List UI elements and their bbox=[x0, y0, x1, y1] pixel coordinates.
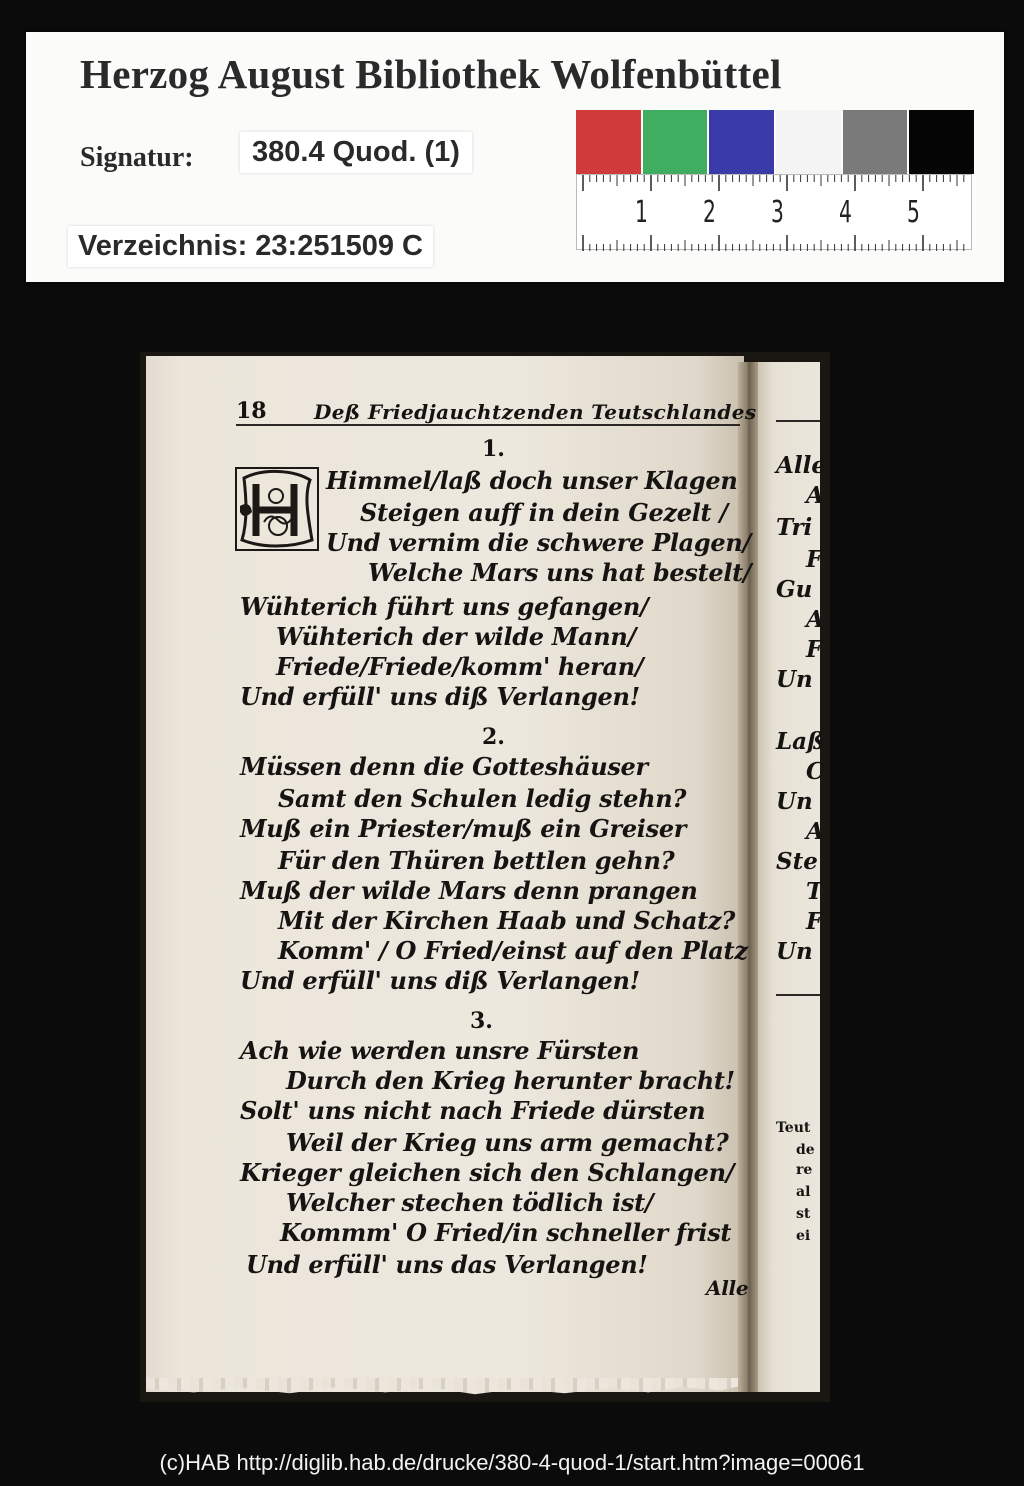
verse-line: Friede/Friede/komm' heran/ bbox=[276, 652, 644, 681]
verse-line: Steigen auff in dein Gezelt / bbox=[360, 498, 728, 527]
verse-line: Kommm' O Fried/in schneller frist bbox=[280, 1218, 732, 1247]
facing-note-fragment: al bbox=[796, 1184, 811, 1200]
running-head-rule bbox=[236, 424, 740, 426]
facing-fragment: Gu bbox=[776, 576, 813, 603]
verse-line: Und erfüll' uns diß Verlangen! bbox=[240, 682, 640, 711]
facing-note-fragment: Teut bbox=[776, 1120, 811, 1136]
facing-fragment: Un bbox=[776, 938, 813, 965]
signature-label: Signatur: bbox=[80, 142, 194, 173]
catalog-number: Verzeichnis: 23:251509 C bbox=[68, 226, 433, 267]
verse-line: Weil der Krieg uns arm gemacht? bbox=[286, 1128, 729, 1157]
color-swatch-black bbox=[909, 110, 974, 174]
verse-line: Durch den Krieg herunter bracht! bbox=[286, 1066, 735, 1095]
facing-fragment: Alle bbox=[776, 452, 826, 479]
stanza-number: 3. bbox=[470, 1008, 493, 1034]
book-gutter bbox=[738, 362, 758, 1392]
decorated-initial-h-icon bbox=[234, 466, 320, 552]
ruler-number-3: 3 bbox=[771, 195, 784, 230]
verse-line: Wühterich der wilde Mann/ bbox=[276, 622, 637, 651]
facing-note-fragment: de bbox=[796, 1142, 815, 1158]
verse-line: Mit der Kirchen Haab und Schatz? bbox=[278, 906, 736, 935]
facing-fragment: F bbox=[806, 908, 823, 935]
verse-line: Solt' uns nicht nach Friede dürsten bbox=[240, 1096, 706, 1125]
facing-fragment: Un bbox=[776, 666, 813, 693]
verse-line: Himmel/laß doch unser Klagen bbox=[326, 466, 738, 495]
verse-line: Und erfüll' uns das Verlangen! bbox=[246, 1250, 648, 1279]
color-swatch-gray bbox=[843, 110, 908, 174]
facing-fragment: A bbox=[806, 482, 824, 509]
facing-fragment: A bbox=[806, 818, 824, 845]
catchword: Alle bbox=[706, 1276, 749, 1300]
facing-note-fragment: st bbox=[796, 1206, 811, 1222]
facing-fragment: Tri bbox=[776, 514, 813, 541]
ruler-number-4: 4 bbox=[839, 195, 852, 230]
color-swatch-blue bbox=[709, 110, 774, 174]
source-url: (c)HAB http://diglib.hab.de/drucke/380-4-quod-1/start.htm?image=00061 bbox=[159, 1450, 865, 1475]
facing-fragment: Un bbox=[776, 788, 813, 815]
running-head-title: Deß Friedjauchtzenden Teutschlandes bbox=[314, 400, 757, 424]
color-swatch-red bbox=[576, 110, 641, 174]
verse-line: Und vernim die schwere Plagen/ bbox=[326, 528, 751, 557]
catalog-card bbox=[26, 32, 1004, 282]
signature-value: 380.4 Quod. (1) bbox=[240, 132, 472, 173]
facing-note-fragment: re bbox=[796, 1162, 813, 1178]
verse-line: Welche Mars uns hat bestelt/ bbox=[368, 558, 752, 587]
facing-page-rule bbox=[776, 994, 820, 996]
verse-line: Müssen denn die Gotteshäuser bbox=[240, 752, 648, 781]
facing-fragment: Laß bbox=[776, 728, 825, 755]
facing-fragment: F bbox=[806, 636, 823, 663]
verse-line: Wühterich führt uns gefangen/ bbox=[240, 592, 649, 621]
color-swatch-green bbox=[643, 110, 708, 174]
verse-line: Und erfüll' uns diß Verlangen! bbox=[240, 966, 640, 995]
page-number: 18 bbox=[236, 398, 267, 424]
verse-line: Ach wie werden unsre Fürsten bbox=[240, 1036, 640, 1065]
facing-fragment: Ste bbox=[776, 848, 818, 875]
stanza-number: 2. bbox=[482, 724, 505, 750]
facing-fragment: A bbox=[806, 606, 824, 633]
color-swatch-white bbox=[776, 110, 841, 174]
facing-fragment: F bbox=[806, 546, 823, 573]
verse-line: Krieger gleichen sich den Schlangen/ bbox=[240, 1158, 735, 1187]
verse-line: Muß der wilde Mars denn prangen bbox=[240, 876, 698, 905]
verse-line: Muß ein Priester/muß ein Greiser bbox=[240, 814, 687, 843]
color-calibration-chart bbox=[576, 110, 974, 174]
facing-fragment: T bbox=[806, 878, 824, 905]
verse-line: Welcher stechen tödlich ist/ bbox=[286, 1188, 654, 1217]
facing-page-rule bbox=[776, 420, 820, 422]
facing-note-fragment: ei bbox=[796, 1228, 811, 1244]
stanza-number: 1. bbox=[482, 436, 505, 462]
ruler-number-5: 5 bbox=[907, 195, 920, 230]
ruler-number-2: 2 bbox=[703, 195, 716, 230]
verse-line: Für den Thüren bettlen gehn? bbox=[278, 846, 675, 875]
measurement-ruler bbox=[576, 174, 972, 250]
facing-fragment: C bbox=[806, 758, 825, 785]
library-name: Herzog August Bibliothek Wolfenbüttel bbox=[80, 51, 782, 97]
verse-line: Samt den Schulen ledig stehn? bbox=[278, 784, 687, 813]
ruler-number-1: 1 bbox=[635, 195, 648, 230]
verse-line: Komm' / O Fried/einst auf den Platz bbox=[278, 936, 748, 965]
